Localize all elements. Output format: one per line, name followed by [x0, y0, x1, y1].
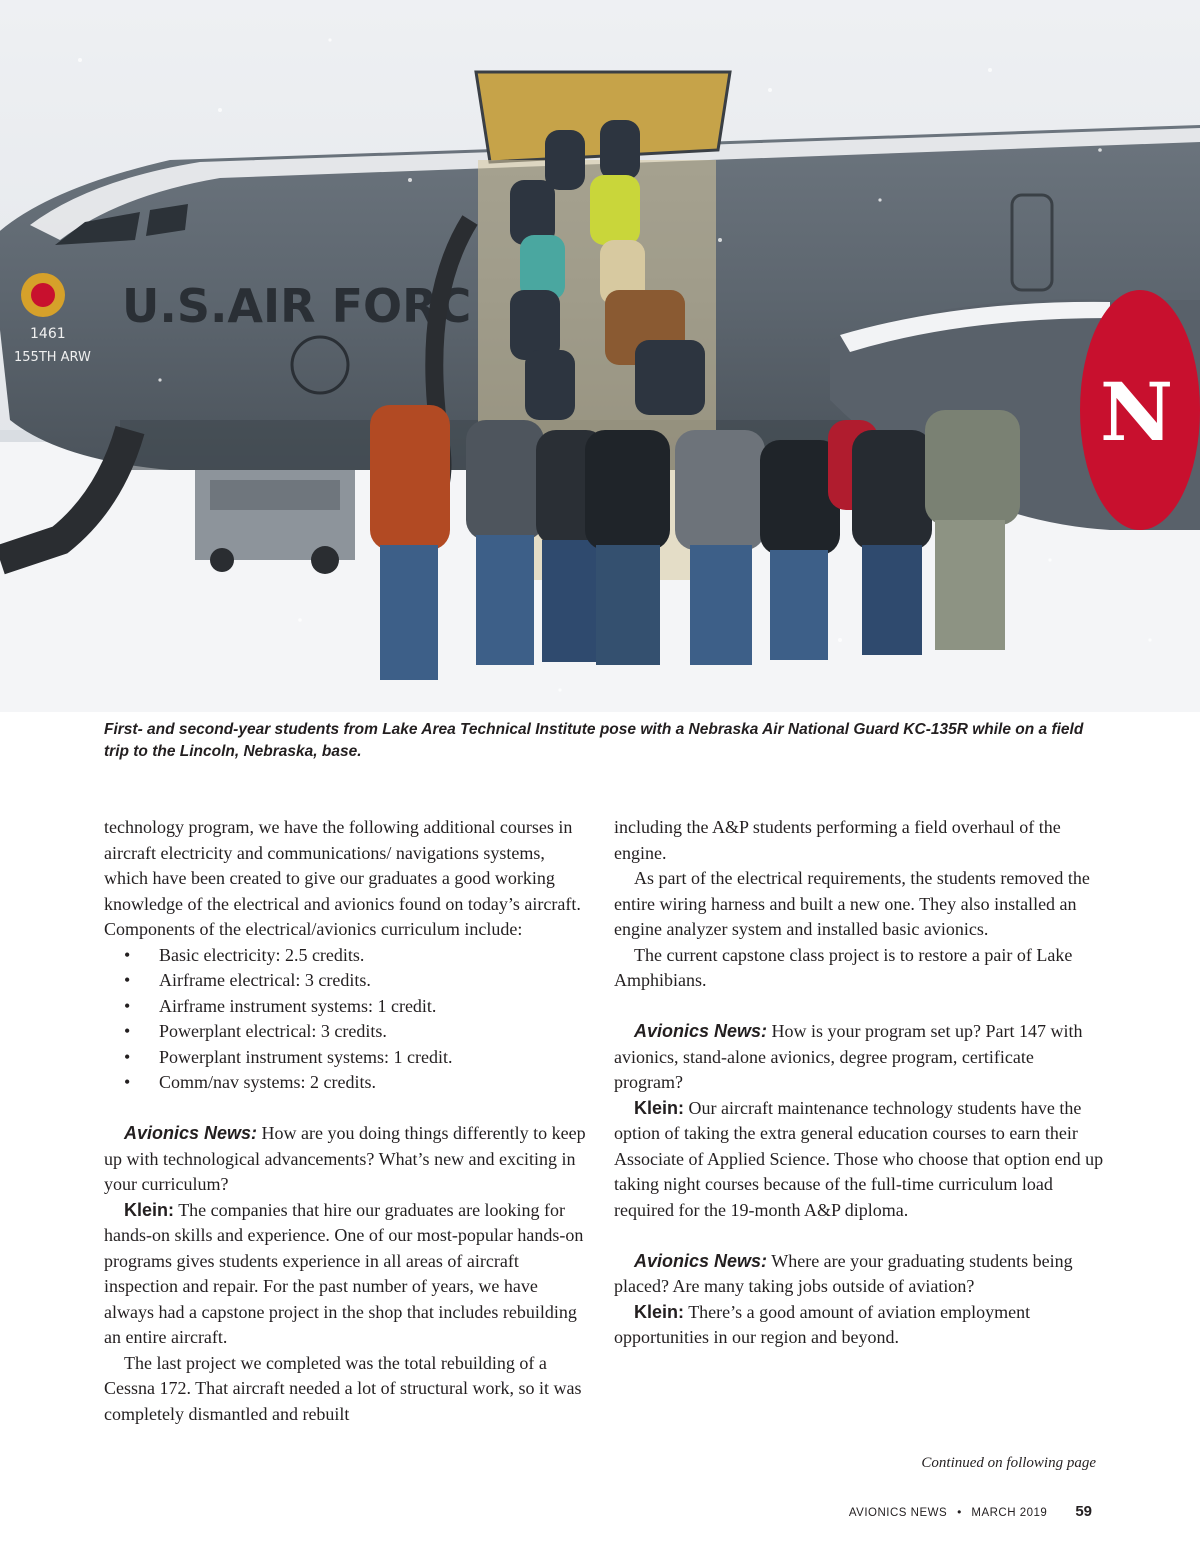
bullet: •	[124, 944, 131, 965]
bullet: •	[124, 1046, 131, 1067]
question-paragraph: Avionics News: How are you doing things differently to keep up with technological advancements? What’s new and exciting in your curriculum?	[104, 1123, 586, 1194]
kc135-photo-illustration	[0, 0, 1200, 712]
group-photo	[0, 0, 1200, 712]
bullet: •	[124, 1021, 131, 1041]
answer-paragraph: Klein: Our aircraft maintenance technology students have the option of taking the extra general education courses to earn their Associate of Applied Science. Those who choose that option end up taking night courses because of the full-time curriculum load required for the 19-month A&P diploma.	[614, 1097, 1104, 1220]
speaker-label: Avionics News:	[124, 1123, 258, 1143]
continued-note: Continued on following page	[921, 1455, 1096, 1471]
speaker-label: Klein:	[124, 1199, 175, 1220]
list-item: • Basic electricity: 2.5 credits.	[104, 943, 592, 969]
question-paragraph: Avionics News: How is your program set up? Part 147 with avionics, stand-alone avionics, degree program, certificate program?	[614, 1021, 1083, 1092]
footer-separator: •	[957, 1505, 962, 1519]
answer-paragraph: Klein: There’s a good amount of aviation employment opportunities in our region and beyond.	[614, 1301, 1031, 1347]
bullet: •	[124, 995, 131, 1016]
list-item: • Comm/nav systems: 2 credits.	[104, 1070, 592, 1096]
speaker-label: Avionics News:	[634, 1021, 768, 1041]
left-column	[104, 815, 592, 1427]
list-item: • Airframe electrical: 3 credits.	[104, 968, 592, 994]
photo-caption: First- and second-year students from Lake Area Technical Institute pose with a Nebraska Air National Guard KC-135R while on a field trip to the Lincoln, Nebraska, base.	[104, 721, 1084, 760]
engine-letter: N	[1100, 365, 1174, 459]
body-paragraph: The current capstone class project is to restore a pair of Lake Amphibians.	[614, 944, 1073, 990]
bullet: •	[124, 970, 131, 990]
body-paragraph: The last project we completed was the total rebuilding of a Cessna 172. That aircraft needed a lot of structural work, so it was completely dismantled and rebuilt	[104, 1352, 582, 1424]
list-item: • Airframe instrument systems: 1 credit.	[104, 994, 592, 1020]
curriculum-list	[104, 943, 592, 1096]
answer-paragraph: Klein: The companies that hire our graduates are looking for hands-on skills and experience. One of our most-popular hands-on programs gives students experience in all areas of aircraft inspection and repair. For the past number of years, we have always had a capstone project in the shop that includes rebuilding an entire aircraft.	[104, 1199, 584, 1347]
list-item: • Powerplant instrument systems: 1 credit.	[104, 1045, 592, 1071]
speaker-label: Klein:	[634, 1301, 685, 1322]
intro-paragraph: technology program, we have the following additional courses in aircraft electricity and communications/ navigations systems, which have been created to give our graduates a good working knowledge of the electrical and avionics found on today’s aircraft. Components of the electrical/avionics curriculum include:	[104, 817, 581, 939]
question-paragraph: Avionics News: Where are your graduating students being placed? Are many taking jobs outside of aviation?	[614, 1250, 1073, 1296]
body-paragraph: As part of the electrical requirements, the students removed the entire wiring harness and built a new one. They also installed an engine analyzer system and installed basic avionics.	[614, 868, 1090, 939]
speaker-label: Avionics News:	[634, 1250, 768, 1271]
page-number: 59	[1075, 1503, 1092, 1520]
fuselage-text: U.S.AIR FORC	[122, 279, 472, 333]
issue-date: MARCH 2019	[971, 1507, 1048, 1519]
bullet: •	[124, 1072, 131, 1092]
tail-number: 1461	[30, 326, 66, 342]
publication-name: AVIONICS NEWS	[848, 1507, 948, 1519]
list-item: • Powerplant electrical: 3 credits.	[104, 1019, 592, 1045]
speaker-label: Klein:	[634, 1097, 685, 1118]
wing-marking: 155TH ARW	[14, 350, 91, 365]
continued-paragraph: including the A&P students performing a field overhaul of the engine.	[614, 817, 1061, 863]
right-column	[614, 815, 1106, 1351]
page-footer	[849, 1503, 1092, 1520]
